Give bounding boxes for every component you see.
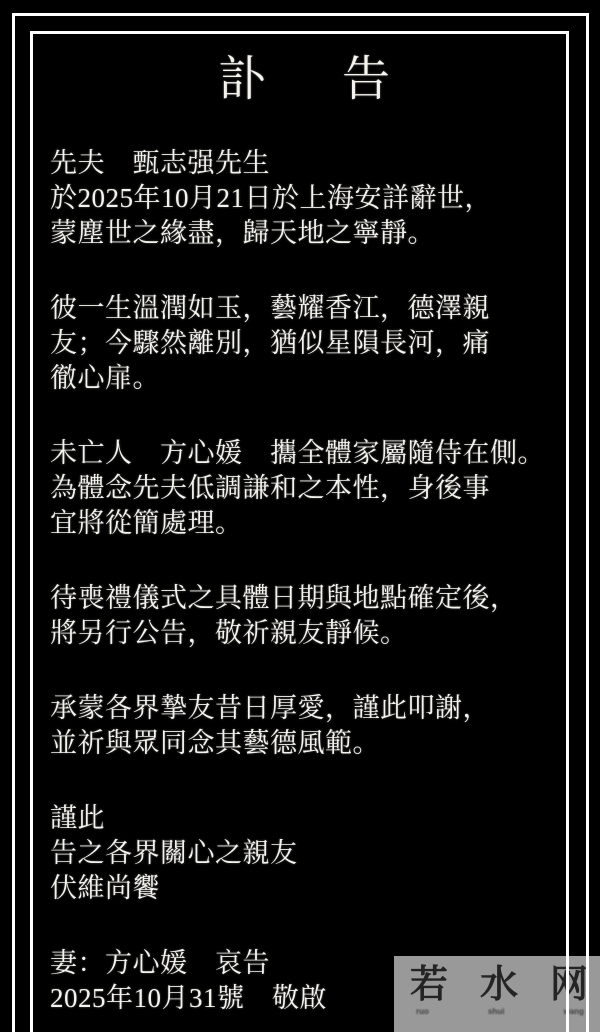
notice-content [50, 0, 558, 1016]
notice-line: 並祈與眾同念其藝德風範。 [50, 728, 380, 758]
notice-line: 宜將從簡處理。 [50, 508, 243, 538]
notice-line: 承蒙各界摯友昔日厚愛，謹此叩謝， [50, 693, 490, 723]
signature-block [50, 946, 558, 1016]
watermark-subtext-part: shui [487, 1007, 505, 1016]
paragraph-family-arrangements [50, 436, 558, 541]
notice-line: 伏維尚饗 [50, 873, 160, 903]
watermark-subtext-part: wang [563, 1007, 584, 1016]
watermark-subtext-part: ruo [416, 1007, 429, 1016]
signature-date-line: 2025年10月31號 敬啟 [50, 983, 327, 1013]
paragraph-gratitude [50, 691, 558, 761]
paragraph-deceased-identity [50, 146, 558, 251]
notice-line: 將另行公告，敬祈親友靜候。 [50, 618, 408, 648]
notice-title: 訃 告 [217, 53, 404, 106]
paragraph-eulogy [50, 291, 558, 396]
notice-line: 友；今驟然離別，猶似星隕長河，痛 [50, 328, 490, 358]
notice-line: 告之各界關心之親友 [50, 838, 298, 868]
notice-line: 於2025年10月21日於上海安詳辭世， [50, 183, 492, 213]
notice-line: 蒙塵世之緣盡，歸天地之寧靜。 [50, 218, 435, 248]
notice-line: 謹此 [50, 803, 105, 833]
notice-line: 彼一生溫潤如玉，藝耀香江，德澤親 [50, 293, 490, 323]
notice-line: 先夫 甄志强先生 [50, 148, 270, 178]
closing-block [50, 801, 558, 906]
notice-line: 未亡人 方心媛 攜全體家屬隨侍在側。 [50, 438, 545, 468]
paragraph-funeral-announcement [50, 581, 558, 651]
watermark-char: 网 [549, 964, 588, 1006]
watermark-char: 若 [410, 964, 449, 1006]
notice-line: 為體念先夫低調謙和之本性，身後事 [50, 473, 490, 503]
signature-line: 妻：方心媛 哀告 [50, 948, 270, 978]
notice-line: 徹心扉。 [50, 363, 160, 393]
notice-line: 待喪禮儀式之具體日期與地點確定後， [50, 583, 518, 613]
watermark-char: 水 [479, 964, 518, 1006]
